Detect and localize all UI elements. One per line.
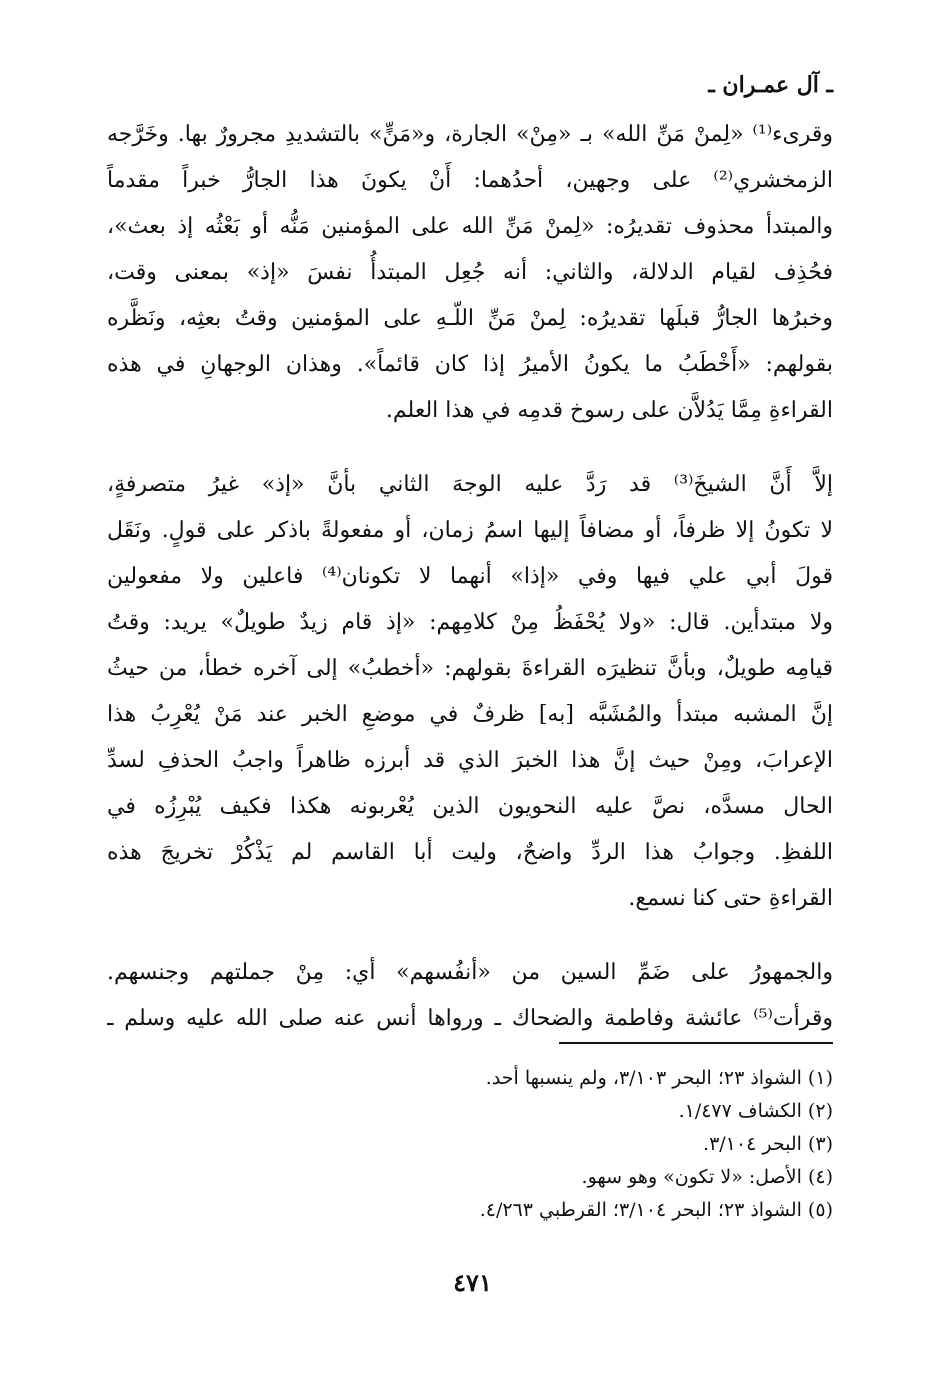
text-line: الحال مسدَّه، نصَّ عليه النحويون الذين يُعْربونه هكذا فكيف يُبْرِزُه في — [107, 794, 833, 819]
paragraph-gap — [107, 922, 833, 950]
text-line: وخبرُها الجارُّ قبلَها تقديرُه: لِمنْ مَنِّ اللّـهِ على المؤمنين وقتُ بعثِه، ونَظَّره — [107, 306, 833, 331]
text-line: قيامِه طويلٌ، وبأنَّ تنظيرَه القراءةَ بقولهم: «أخطبُ» إلى آخره خطأ، من حيثُ — [107, 656, 833, 681]
text-line: والمبتدأ محذوف تقديرُه: «لِمنْ مَنِّ الله على المؤمنين مَنُّه أو بَعْثُه إذ بعث»، — [107, 214, 833, 239]
footnotes — [107, 1062, 833, 1227]
text-line: الزمخشري⁽²⁾ على وجهين، أحدُهما: أَنْ يكونَ هذا الجارُّ خبراً مقدماً — [107, 168, 833, 193]
text-line: لا تكونُ إلا ظرفاً، أو مضافاً إليها اسمُ زمان، أو مفعولةً باذكر على قولٍ. ونَقَل — [107, 518, 833, 543]
text-line: وقرأت⁽⁵⁾ عائشة وفاطمة والضحاك ـ ورواها أنس عنه صلى الله عليه وسلم ـ — [107, 1006, 833, 1031]
text-line: اللفظِ. وجوابُ هذا الردِّ واضحٌ، وليت أبا القاسم لم يَذْكُرْ تخريجَ هذه — [107, 840, 833, 865]
text-line: فحُذِف لقيام الدلالة، والثاني: أنه جُعِل المبتدأُ نفسَ «إذ» بمعنى وقت، — [107, 260, 833, 285]
paragraph — [107, 462, 833, 922]
paragraph — [107, 112, 833, 434]
text-line: القراءةِ حتى كنا نسمع. — [628, 886, 833, 911]
paragraph-gap — [107, 434, 833, 462]
text-line: القراءةِ مِمَّا يَدُلاَّن على رسوخ قدمِه في هذا العلم. — [385, 398, 833, 423]
text-line: قولَ أبي علي فيها وفي «إذا» أنهما لا تكونان⁽⁴⁾ فاعلين ولا مفعولين — [107, 564, 833, 589]
paragraph — [107, 950, 833, 1042]
footnote: (٢) الكشاف ١/٤٧٧. — [678, 1100, 833, 1122]
running-header: ـ آل عمـران ـ — [708, 72, 833, 98]
text-line: الإعرابَ، ومِنْ حيث إنَّ هذا الخبرَ الذي قد أبرزه ظاهراً واجبُ الحذفِ لسدِّ — [107, 748, 833, 773]
text-line: إنَّ المشبه مبتدأ والمُشَبَّه [به] ظرفٌ في موضعِ الخبر عند مَنْ يُعْرِبُ هذا — [107, 702, 833, 727]
page-number: ٤٧١ — [453, 1268, 492, 1297]
text-line: ولا مبتدأين. قال: «ولا يُحْفَظُ مِنْ كلامِهم: «إذ قام زيدٌ طويلٌ» يريد: وقتُ — [107, 610, 833, 635]
footnote-separator — [559, 1042, 833, 1044]
footnote: (٣) البحر ٣/١٠٤. — [703, 1133, 833, 1155]
text-line: والجمهورُ على ضَمِّ السين من «أنفُسهم» أي: مِنْ جملتهم وجنسهم. — [107, 960, 833, 985]
footnote: (٥) الشواذ ٢٣؛ البحر ٣/١٠٤؛ القرطبي ٤/٢٦٣. — [479, 1199, 833, 1221]
text-line: بقولهم: «أَخْطَبُ ما يكونُ الأميرُ إذا كان قائماً». وهذان الوجهانِ في هذه — [107, 352, 833, 377]
text-line: إلاَّ أَنَّ الشيخَ⁽³⁾ قد رَدَّ عليه الوجهَ الثاني بأنَّ «إذ» غيرُ متصرفةٍ، — [107, 472, 833, 497]
footnote: (٤) الأصل: «لا تكون» وهو سهو. — [581, 1166, 833, 1188]
footnote: (١) الشواذ ٢٣؛ البحر ٣/١٠٣، ولم ينسبها أحد. — [485, 1067, 833, 1089]
main-text — [107, 112, 833, 1042]
text-line: وقرىء⁽¹⁾ «لِمنْ مَنِّ الله» بـ «مِنْ» الجارة، و«مَنٍّ» بالتشديدِ مجرورٌ بها. وخَرَّجه — [107, 122, 833, 147]
